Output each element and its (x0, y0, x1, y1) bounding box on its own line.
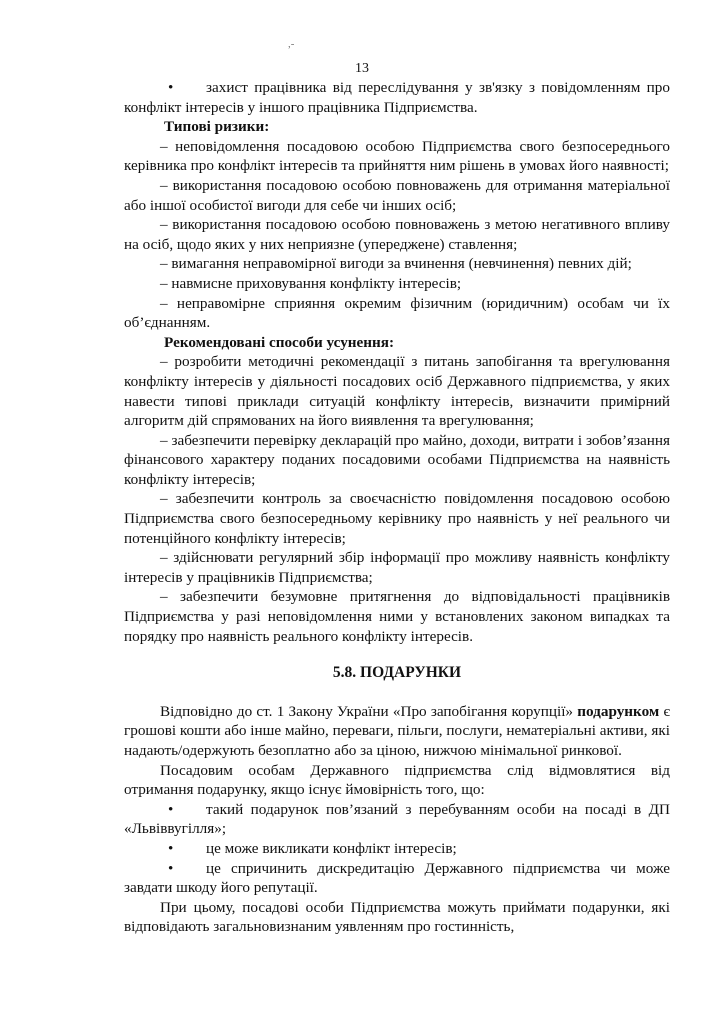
method-item: – здійснювати регулярний збір інформації про можливу наявність конфлікту інтересів у працівників Підприємства; (124, 549, 670, 586)
bullet-text: такий подарунок пов’язаний з перебуванням особи на посаді в ДП «Львіввугілля»; (124, 800, 670, 838)
refuse-paragraph: Посадовим особам Державного підприємства слід відмовлятися від отримання подарунку, якщо існує ймовірність того, що: (124, 761, 670, 799)
gift-def: є грошові кошти або інше майно, переваги, пільги, послуги, нематеріальні активи, які надають/одержують безоплатно або за ціною, нижчою мінімальної ринкової. (124, 702, 671, 759)
bullet-text: це може викликати конфлікт інтересів; (206, 839, 457, 857)
gift-term: подарунком (577, 702, 660, 720)
method-item: – забезпечити перевірку декларацій про майно, доходи, витрати і зобов’язання фінансового характеру поданих посадовими особами Підприємства на наявність конфлікту інтересів; (124, 431, 670, 488)
page-number: 13 (355, 61, 369, 76)
method-item: – розробити методичні рекомендації з питань запобігання та врегулювання конфлікту інтересів у діяльності посадових осіб Державного підприємства, у яких навести типові приклади ситуацій конфлікту інтересів, визначити примірний алгоритм дій спрямованих на його виявлення та врегулювання; (124, 353, 670, 430)
risk-item: – навмисне приховування конфлікту інтересів; (160, 274, 462, 292)
document-body (124, 78, 670, 937)
gift-bullet (124, 859, 670, 898)
risk-item: – використання посадовою особою повноважень для отримання матеріальної або іншої особистої вигоди для себе чи інших осіб; (124, 176, 670, 214)
risk-item: – вимагання неправомірної вигоди за вчинення (невчинення) певних дій; (160, 255, 632, 273)
bullet-icon: • (168, 839, 174, 857)
bullet-icon: • (168, 859, 174, 877)
gift-intro: Відповідно до ст. 1 Закону України «Про запобігання корупції» (160, 702, 574, 720)
methods-heading: Рекомендовані способи усунення: (164, 333, 395, 351)
method-item: – забезпечити контроль за своєчасністю повідомлення посадовою особою Підприємства свого безпосередньому керівнику про наявність у неї реального чи потенційного конфлікту інтересів; (124, 490, 670, 547)
bullet-text: це спричинить дискредитацію Державного підприємства чи може завдати шкоду його репутації. (124, 859, 670, 897)
risk-item: – використання посадовою особою повноважень з метою негативного впливу на осіб, щодо яких у них неприязне (упереджене) ставлення; (124, 216, 670, 253)
bullet-icon: • (168, 800, 174, 818)
risks-heading: Типові ризики: (164, 118, 270, 136)
scan-mark: ,- (288, 38, 295, 50)
paragraph-text: захист працівника від переслідування у зв'язку з повідомленням про конфлікт інтересів у іншого працівника Підприємства. (124, 79, 670, 116)
gift-definition (124, 702, 670, 761)
risk-item: – неправомірне сприяння окремим фізичним (юридичним) особам чи їх об’єднанням. (124, 294, 670, 332)
section-title: 5.8. ПОДАРУНКИ (332, 664, 462, 682)
risk-item: – неповідомлення посадовою особою Підприємства свого безпосереднього керівника про конфлікт інтересів та прийняття ним рішень в умовах його наявності; (124, 137, 670, 175)
method-item: – забезпечити безумовне притягнення до відповідальності працівників Підприємства у разі неповідомлення ними у встановлених законом випадках та порядку про наявність реального конфлікту інтересів. (124, 588, 670, 645)
bullet-icon: • (168, 79, 174, 96)
bullet-paragraph (124, 78, 670, 117)
last-paragraph: При цьому, посадові особи Підприємства можуть приймати подарунки, які відповідають загальновизнаним уявленням про гостинність, (124, 898, 670, 936)
gift-bullet (124, 839, 670, 859)
gift-bullet (124, 800, 670, 839)
